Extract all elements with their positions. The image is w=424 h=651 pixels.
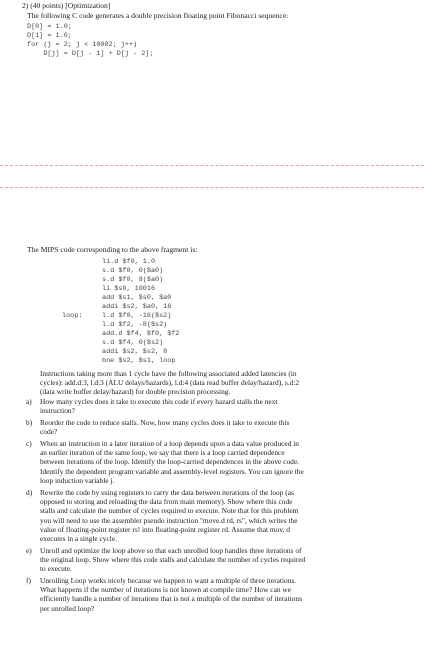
question-line: value of floating-point register rs! into floating-point register rd. Assume that mov, d [40, 524, 290, 534]
question-line: to execute. [40, 564, 73, 574]
latency-line: cycles): add.d:3, l.d:3 (ALU delays/hazards), l.d:4 (data read buffer delay/hazard), s.d:2 [40, 378, 300, 388]
question-line: Unrolling Loop works nicely because we happen to want a multiple of three iterations. [40, 576, 297, 585]
latency-line: Instructions taking more than 1 cycle have the following associated added latencies (in [40, 369, 297, 378]
question-line: efficiently handle a number of iterations that is not a multiple of the number of iterations [40, 594, 302, 604]
question-label: a) [26, 397, 32, 406]
question-line: When an instruction in a later iteration of a loop depends upon a data value produced in [40, 439, 299, 448]
question-label: b) [26, 418, 33, 427]
page-divider-bottom [0, 187, 424, 188]
question-line: instruction? [40, 406, 75, 416]
c-code-line-2: D[1] = 1.0; [27, 32, 72, 40]
c-code-line-3: for (j = 2; j < 10002; j++) [27, 41, 138, 49]
question-line: Rewrite the code by using registers to carry the data between iterations of the loop (as [40, 488, 294, 497]
mips-line: li.d $f0, 1.0 [102, 258, 156, 266]
question-line: an earlier iteration of the same loop, we say that there is a loop carried dependence [40, 448, 285, 458]
question-label: d) [26, 488, 33, 497]
mips-line: add $s1, $s0, $a0 [102, 294, 172, 302]
mips-line: addi $s2, $a0, 16 [102, 303, 172, 311]
question-line: code? [40, 427, 58, 437]
question-line: opposed to storing and reloading the data from main memory). Show where this code [40, 497, 293, 507]
mips-line: s.d $f4, 0($s2) [102, 339, 164, 347]
question-line: Identify the dependent program variable and assembly-level registers. You can ignore the [40, 466, 304, 476]
question-line: Unroll and optimize the loop above so that each unrolled loop handles three iterations of [40, 546, 302, 555]
mips-line: s.d $f0, 0($a0) [102, 267, 164, 275]
c-code-line-1: D[0] = 1.0; [27, 23, 72, 31]
question-label: f) [26, 576, 31, 585]
mips-loop-label: loop: [62, 312, 83, 320]
question-line: What happens if the number of iterations is not known at compile time? How can we [40, 585, 292, 595]
mips-line: l.d $f2, -8($s2) [102, 321, 168, 329]
question-line: the original loop. Show where this code stalls and calculate the number of cycles required [40, 555, 306, 565]
question-line: How many cycles does it take to execute this code if every hazard stalls the next [40, 397, 278, 406]
mips-line: addi $s2, $s2, 8 [102, 348, 168, 356]
latency-line: (data write buffer delay/hazard) for double precision processing. [40, 387, 231, 397]
question-line: per unrolled loop? [40, 603, 95, 613]
question-line: between iterations of the loop. Identify the loop-carried dependences in the above code. [40, 457, 299, 467]
page-divider-top [0, 165, 424, 166]
question-line: loop induction variable j. [40, 475, 115, 485]
problem-header: 2) (40 points) [Optimization] [22, 1, 111, 10]
latency-paragraph [40, 369, 299, 397]
mips-line: li $s0, 10016 [102, 285, 156, 293]
question-line: Reorder the code to reduce stalls. Now, how many cycles does it take to execute this [40, 418, 290, 427]
mips-line: bne $s2, $s1, loop [102, 357, 176, 365]
question-line: executes in a single cycle. [40, 534, 117, 544]
question-label: c) [26, 439, 32, 448]
question-line: stalls and calculate the number of cycles required to execute. Note that for this problem [40, 506, 299, 516]
mips-intro: The MIPS code corresponding to the above fragment is: [27, 245, 198, 254]
mips-line: add.d $f4, $f0, $f2 [102, 330, 180, 338]
mips-line: s.d $f0, 8($a0) [102, 276, 164, 284]
question-line: you will need to use the assembler pseudo instruction "move.d rd, rs", which writes the [40, 515, 298, 525]
question-label: e) [26, 546, 32, 555]
c-code-line-4: D[j] = D[j - 1] + D[j - 2]; [27, 50, 154, 58]
problem-intro: The following C code generates a double precision floating point Fibonacci sequence: [27, 11, 289, 20]
mips-line: l.d $f0, -16($s2) [102, 312, 172, 320]
